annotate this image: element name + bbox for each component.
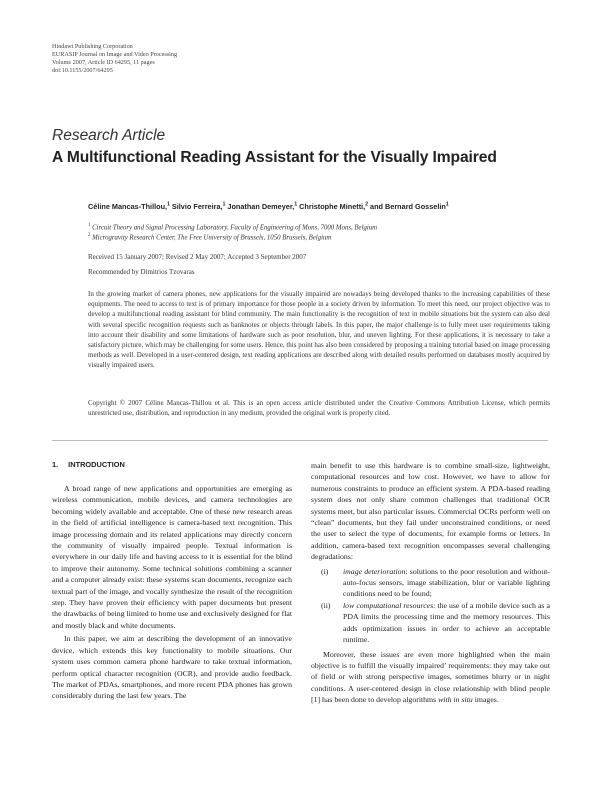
right-column (311, 460, 550, 706)
author: Jonathan Demeyer,$^1$ (227, 202, 298, 212)
section-heading: 1. INTRODUCTION (52, 460, 125, 469)
list-item: (i) image deterioration: solutions to the poor resolution and without-auto-focus sensors, image stabilization, blur or variable lighting conditions need to be found; (321, 566, 550, 599)
journal-volume: Volume 2007, Article ID 64295, 11 pages (52, 59, 155, 66)
list-item: (ii) low computational resources: the use of a mobile device such as a PDA limits the processing time and the memory resources. This adds optimization issues in order to achieve an acceptable runtime. (321, 600, 550, 645)
affiliation-2: $^2$ Microgravity Research Center, The Free University of Brussels, 1050 Brussels, Belgium (88, 233, 332, 242)
journal-doi: doi:10.1155/2007/64295 (52, 67, 113, 74)
divider (52, 440, 548, 441)
journal-header (52, 43, 177, 75)
author-list (88, 202, 568, 211)
article-type: Research Article (52, 127, 166, 144)
author: and Bernard Gosselin$^1$ (370, 202, 449, 212)
paper-title: A Multifunctional Reading Assistant for the Visually Impaired (52, 149, 497, 166)
journal-publisher: Hindawi Publishing Corporation (52, 43, 133, 50)
intro-paragraph-2: In this paper, we aim at describing the development of an innovative device, which extends this key functionality to mobile situations. Our system uses common camera phone hardware to take textual information, perform optical character recognition (OCR), and provide audio feedback. The market of PDAs, smartphones, and more recent PDA phones has grown considerably during the last few years. The (52, 634, 292, 701)
right-paragraph: Moreover, these issues are even more highlighted when the main objective is to fulfill the visually impaired’ requirements: they may take out of field or with strong perspective images, sometimes blurry or in night conditions. A user-centered design in close relationship with blind people [1] has been done to develop algorithms with in situ images. (311, 649, 550, 705)
journal-name: EURASIP Journal on Image and Video Processing (52, 51, 178, 58)
author: Silvio Ferreira,$^1$ (171, 202, 226, 212)
copyright-notice: Copyright © 2007 Céline Mancas-Thillou et al. This is an open access article distributed under the Creative Commons Attribution License, which permits unrestricted use, distribution, and reproduction in any medium, provided the original work is properly cited. (88, 399, 550, 418)
received-dates: Received 15 January 2007; Revised 2 May 2007; Accepted 3 September 2007 (88, 253, 307, 261)
author: Christophe Minetti,$^2$ (299, 202, 368, 212)
intro-paragraph-1: A broad range of new applications and opportunities are emerging as wireless communication, mobile devices, and camera technologies are becoming widely available and acceptable. One of these new research areas in the field of artificial intelligence is camera-based text recognition. This image processing domain and its related applications may directly concern the community of visually impaired people. Textual information is everywhere in our daily life and having access to it is essential for the blind to improve their autonomy. Some technical solutions combining a scanner and a computer already exist: these systems scan documents, recognize each textual part of the image, and vocally synthesize the result of the recognition step. They have proven their efficiency with paper documents but present the drawbacks of being limited to home use and exclusively designed for flat and mostly black and white documents. (52, 484, 292, 630)
author: Céline Mancas-Thillou,$^1$ (88, 202, 170, 212)
recommended-by: Recommended by Dimitrios Tzovaras (88, 268, 195, 276)
left-column (52, 483, 292, 702)
right-intro-paragraph: main benefit to use this hardware is to combine small-size, lightweight, computational resources and low cost. However, we have to allow for numerous constraints to produce an efficient system. A PDA-based reading system does not only share common challenges that traditional OCR systems meet, but also particular issues. Commercial OCRs perform well on “clean” documents, but they fail under unconstrained conditions, or need the user to select the type of documents, for example forms or letters. In addition, camera-based text recognition encompasses several challenging degradations: (311, 461, 550, 562)
abstract: In the growing market of camera phones, new applications for the visually impaired are nowadays being developed thanks to the increasing capabilities of these equipments. The need to access to text is of primary importance for those people in a society driven by information. To meet this need, our project objective was to develop a multifunctional reading assistant for blind community. The main functionality is the recognition of text in mobile situations but the system can also deal with several specific recognition requests such as banknotes or objects through labels. In this paper, the major challenge is to fully meet user requirements taking into account their disability and some limitations of hardware such as poor resolution, blur, and uneven lighting. For these applications, it is necessary to take a satisfactory picture, which may be challenging for some users. Hence, this point has also been considered by proposing a training tutorial based on image processing methods as well. Developed in a user-centered design, text reading applications are described along with detailed results performed on databases mostly acquired by visually impaired users. (88, 290, 550, 370)
degradation-list (311, 566, 550, 646)
affiliation-1: $^1$ Circuit Theory and Signal Processing Laboratory, Faculty of Engineering of Mons, 7000 Mons, Belgium (88, 223, 378, 232)
